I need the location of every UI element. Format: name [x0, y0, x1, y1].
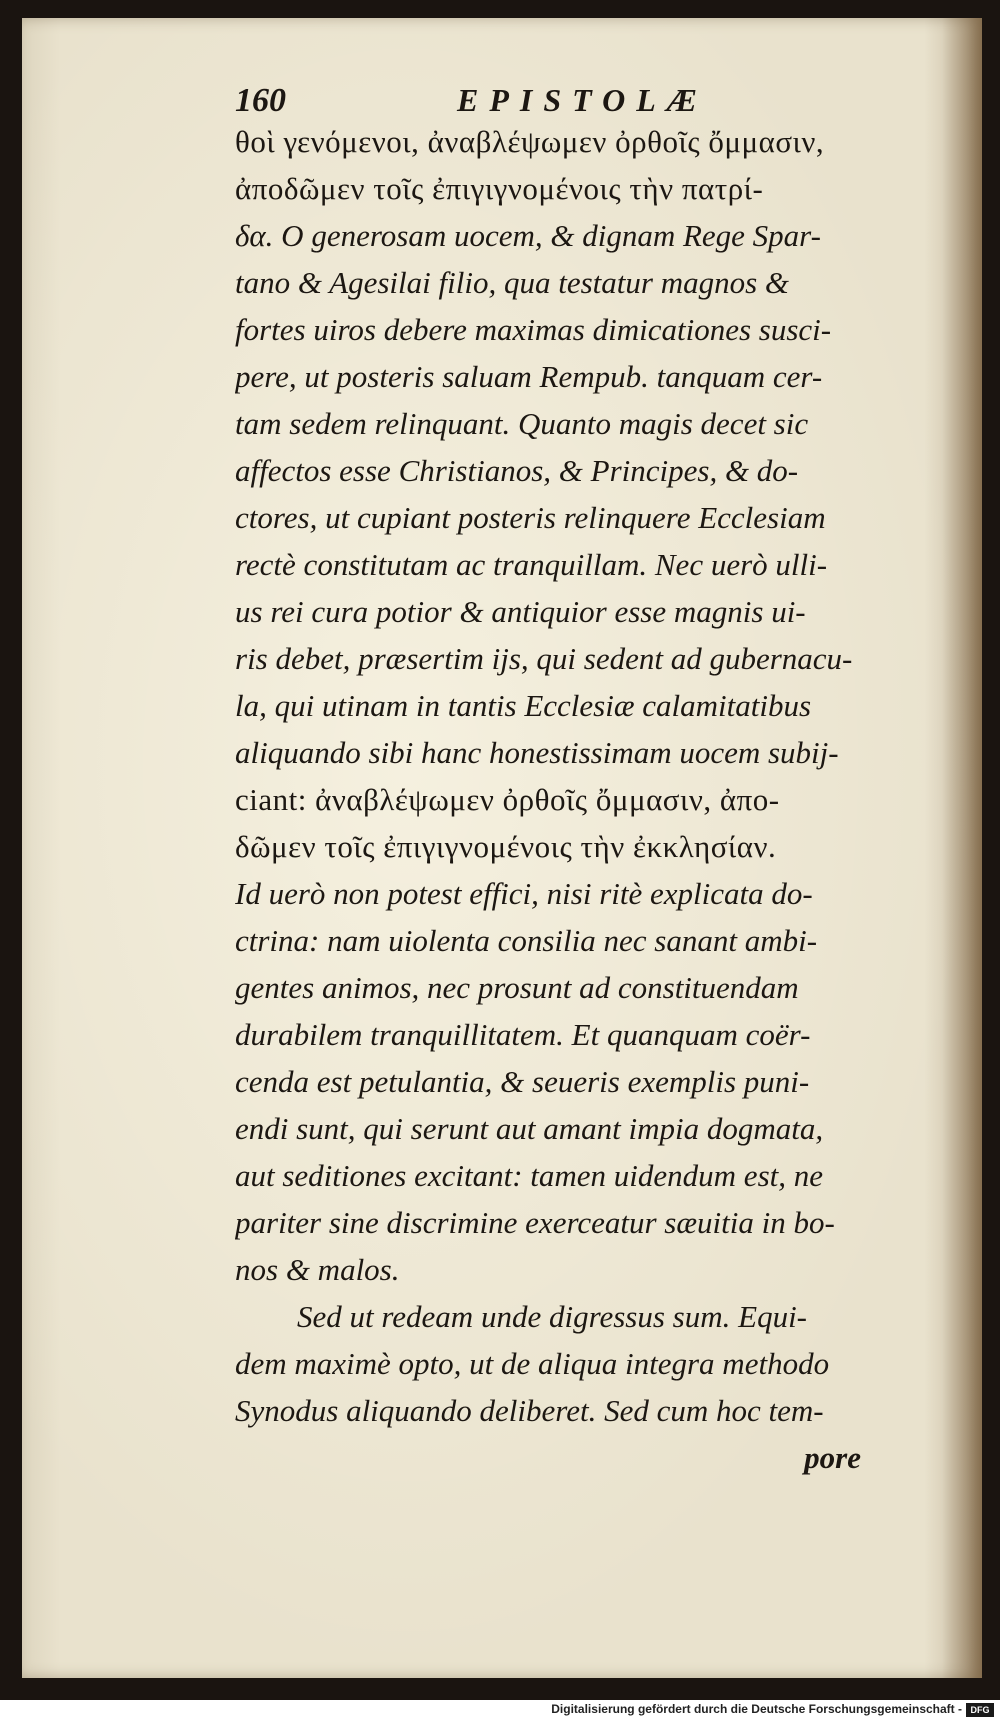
text-line: gentes animos, nec prosunt ad constituendam — [235, 970, 799, 1005]
text-line: ctrina: nam uiolenta consilia nec sanant ambi- — [235, 923, 818, 958]
text-line: aliquando sibi hanc honestissimam uocem subij- — [235, 735, 839, 770]
page-number: 160 — [235, 82, 286, 119]
dfg-logo: DFG — [966, 1703, 994, 1717]
text-line: ἀποδῶμεν τοῖς ἐπιγιγνομένοις τὴν πατρί- — [235, 171, 764, 206]
text-line: durabilem tranquillitatem. Et quanquam coër- — [235, 1017, 811, 1052]
text-line: pere, ut posteris saluam Rempub. tanquam cer- — [235, 359, 823, 394]
text-line: Synodus aliquando deliberet. Sed cum hoc tem- — [235, 1393, 824, 1428]
text-line: fortes uiros debere maximas dimicationes susci- — [235, 312, 832, 347]
text-line: endi sunt, qui serunt aut amant impia dogmata, — [235, 1111, 824, 1146]
text-line: tano & Agesilai filio, qua testatur magnos & — [235, 265, 790, 300]
text-line: Id uerò non potest effici, nisi ritè explicata do- — [235, 876, 813, 911]
body-text — [235, 118, 875, 1481]
catchword: pore — [804, 1440, 861, 1475]
footer-credit: Digitalisierung gefördert durch die Deutsche Forschungsgemeinschaft - — [551, 1702, 962, 1716]
text-line: θοὶ γενόμενοι, ἀναβλέψωμεν ὀρθοῖς ὄμμασιν, — [235, 124, 825, 159]
text-line: dem maximè opto, ut de aliqua integra methodo — [235, 1346, 830, 1381]
paragraph-start-line: Sed ut redeam unde digressus sum. Equi- — [297, 1299, 808, 1334]
text-line: ris debet, præsertim ijs, qui sedent ad gubernacu- — [235, 641, 853, 676]
text-line: δῶμεν τοῖς ἐπιγιγνομένοις τὴν ἐκκλησίαν. — [235, 829, 777, 864]
text-line: aut seditiones excitant: tamen uidendum est, ne — [235, 1158, 824, 1193]
text-line: ctores, ut cupiant posteris relinquere Ecclesiam — [235, 500, 826, 535]
text-line: la, qui utinam in tantis Ecclesiæ calamitatibus — [235, 688, 812, 723]
text-line: affectos esse Christianos, & Principes, & do- — [235, 453, 799, 488]
digitization-footer — [0, 1700, 1000, 1721]
text-line: rectè constitutam ac tranquillam. Nec uerò ulli- — [235, 547, 828, 582]
text-line: cenda est petulantia, & seueris exemplis puni- — [235, 1064, 810, 1099]
text-line: nos & malos. — [235, 1252, 400, 1287]
text-line: ciant: ἀναβλέψωμεν ὀρθοῖς ὄμμασιν, ἀπο- — [235, 782, 780, 817]
text-line: pariter sine discrimine exerceatur sæuitia in bo- — [235, 1205, 835, 1240]
running-title: EPISTOLÆ — [457, 82, 708, 118]
text-line: tam sedem relinquant. Quanto magis decet sic — [235, 406, 809, 441]
text-line: δα. O generosam uocem, & dignam Rege Spar- — [235, 218, 821, 253]
text-line: us rei cura potior & antiquior esse magnis ui- — [235, 594, 806, 629]
page-edge-shadow — [942, 18, 982, 1678]
